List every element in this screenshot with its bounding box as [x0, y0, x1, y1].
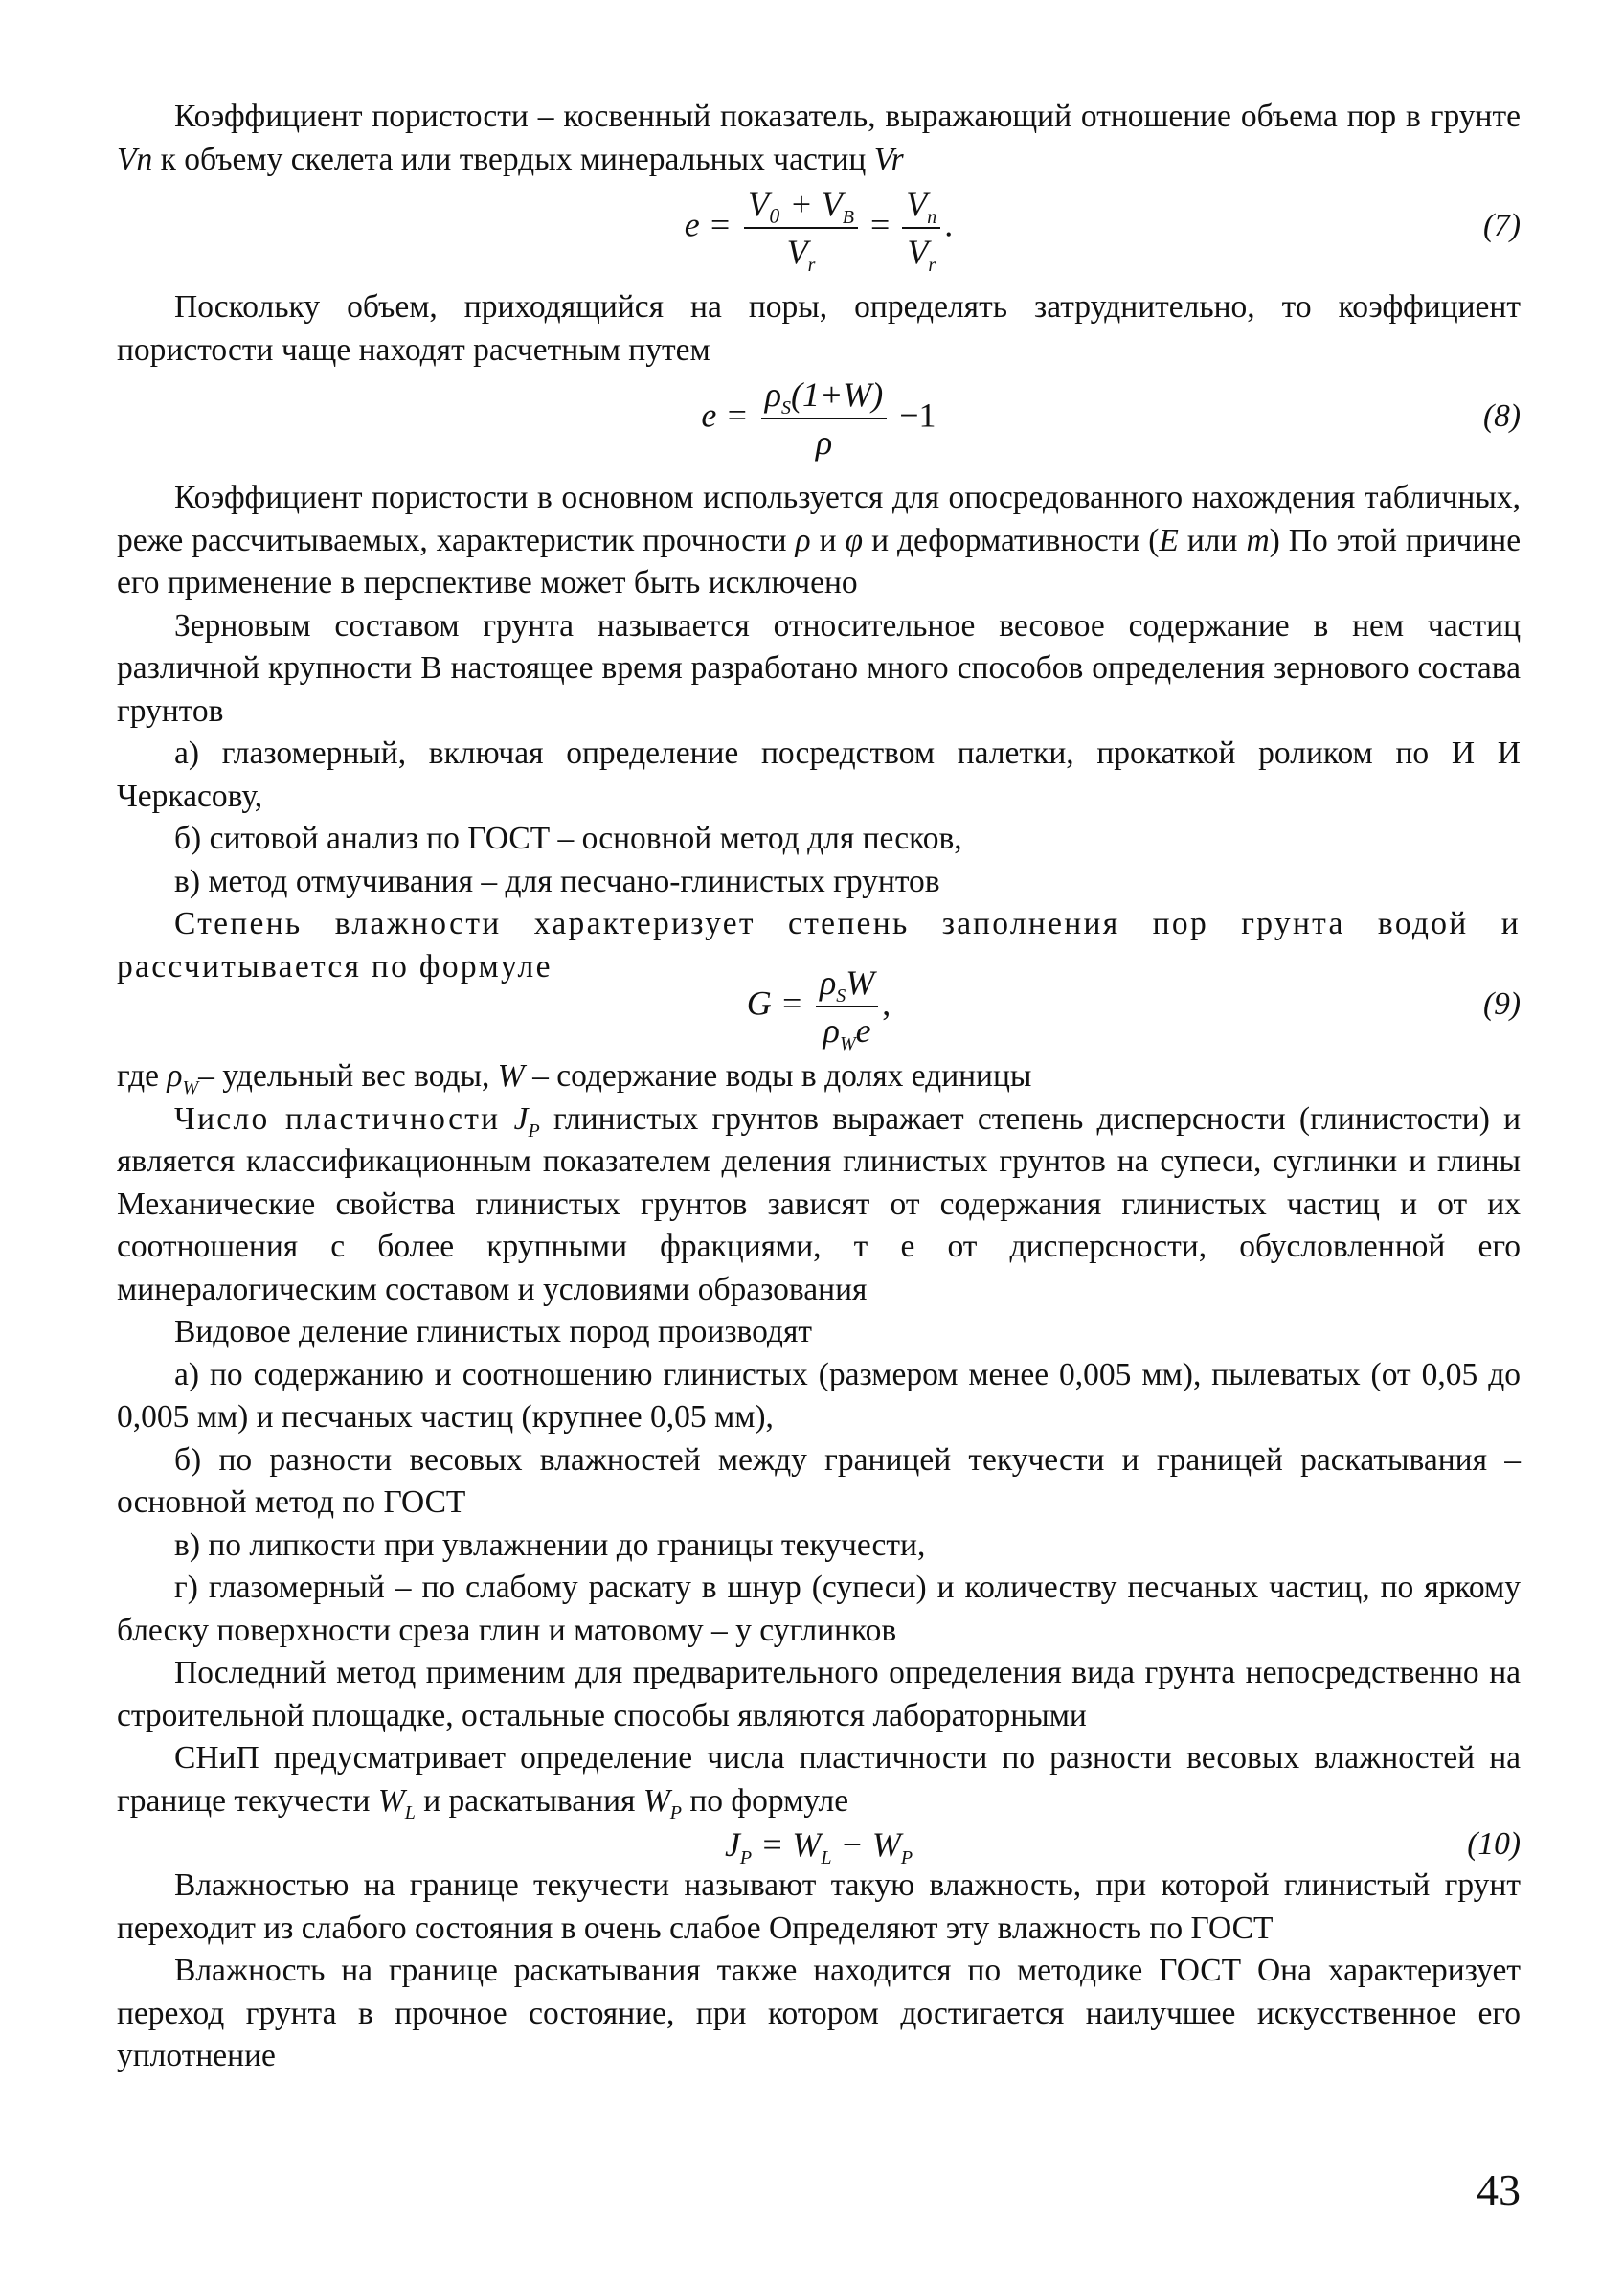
list-item-grain-a: а) глазомерный, включая определение посредством палетки, прокаткой роликом по И И Черкасову, [117, 735, 1521, 814]
list-item-class-b: б) по разности весовых влажностей между границей текучести и границей раскатывания – основной метод по ГОСТ [117, 1441, 1521, 1520]
list-item-class-c: в) по липкости при увлажнении до границы текучести, [174, 1527, 926, 1563]
paragraph-last-method: Последний метод применим для предварительного определения вида грунта непосредственно на строительной площадке, остальные способы являются лабораторными [117, 1655, 1521, 1733]
paragraph-porosity-intro: Коэффициент пористости – косвенный показатель, выражающий отношение объема пор в грунте Vn к объему скелета или твердых минеральных частиц Vr [117, 99, 1521, 177]
formula-8: e = $\frac{\rho_S(1+W)}{\rho}$ −1 (8) [117, 372, 1521, 477]
paragraph-plasticity: Число пластичности $J_P$ глинистых грунтов выражает степень дисперсности (глинистости) и является классификационным показателем деления глинистых грунтов на супеси, суглинки и глины Механические свойства глинистых грунтов зависят от содержания глинистых частиц и от их соотношения с более крупными фракциями, т е от дисперсности, обусловленной его минералогическим составом и условиями образования [117, 1100, 1522, 1307]
formula-7-number: (7) [1482, 208, 1521, 243]
paragraph-where: где $\rho_W-$ удельный вес воды, W – содержание воды в долях единицы [117, 1058, 1032, 1098]
paragraph-saturation: Степень влажности характеризует степень заполнения пор грунта водой и рассчитывается по формуле [117, 906, 1521, 984]
paragraph-plastic-limit: Влажность на границе раскатывания также находится по методике ГОСТ Она характеризует переход грунта в прочное состояние, при котором достигается наилучшее искусственное его уплотнение [117, 1953, 1521, 2073]
list-item-grain-b: б) ситовой анализ по ГОСТ – основной метод для песков, [174, 821, 962, 856]
formula-8-number: (8) [1482, 398, 1521, 434]
document-page [117, 96, 1521, 2078]
paragraph-liquid-limit: Влажностью на границе текучести называют такую влажность, при которой глинистый грунт переходит из слабого состояния в очень слабое Определяют эту влажность по ГОСТ [117, 1867, 1521, 1946]
formula-9-number: (9) [1482, 986, 1521, 1022]
list-item-class-d: г) глазомерный – по слабому раскату в шнур (супеси) и количеству песчаных частиц, по яркому блеску поверхности среза глин и матовому – у суглинков [117, 1570, 1521, 1648]
paragraph-porosity-calc: Поскольку объем, приходящийся на поры, определять затруднительно, то коэффициент пористости чаще находят расчетным путем [117, 289, 1521, 368]
formula-7: e = $\frac{V_0 + V_B}{V_r}$ = $\frac{V_п}{V_r}$ . (7) [117, 181, 1521, 286]
paragraph-classification: Видовое деление глинистых пород производят [174, 1314, 813, 1349]
paragraph-porosity-usage: Коэффициент пористости в основном используется для опосредованного нахождения табличных, реже рассчитываемых, характеристик прочности ρ и φ и деформативности (E или m) По этой причине его применение в перспективе может быть исключено [117, 480, 1522, 600]
paragraph-snip: СНиП предусматривает определение числа пластичности по разности весовых влажностей на границе текучести $W_L$ и раскатывания $W_P$ по формуле [117, 1740, 1521, 1823]
list-item-grain-c: в) метод отмучивания – для песчано-глинистых грунтов [174, 863, 940, 899]
formula-10-number: (10) [1467, 1826, 1521, 1862]
page-number: 43 [1477, 2165, 1521, 2214]
paragraph-grain-composition: Зерновым составом грунта называется относительное весовое содержание в нем частиц различной крупности В настоящее время разработано много способов определения зернового состава грунтов [117, 607, 1521, 729]
formula-10: $J_P = W_L - W_P$ (10) [724, 1825, 1521, 1868]
formula-9: G = $\frac{\rho_SW}{\rho_We}$ , (9) [117, 960, 1521, 1055]
list-item-class-a: а) по содержанию и соотношению глинистых (размером менее 0,005 мм), пылеватых (от 0,05 до 0,005 мм) и песчаных частиц (крупнее 0,05 мм), [117, 1356, 1521, 1435]
